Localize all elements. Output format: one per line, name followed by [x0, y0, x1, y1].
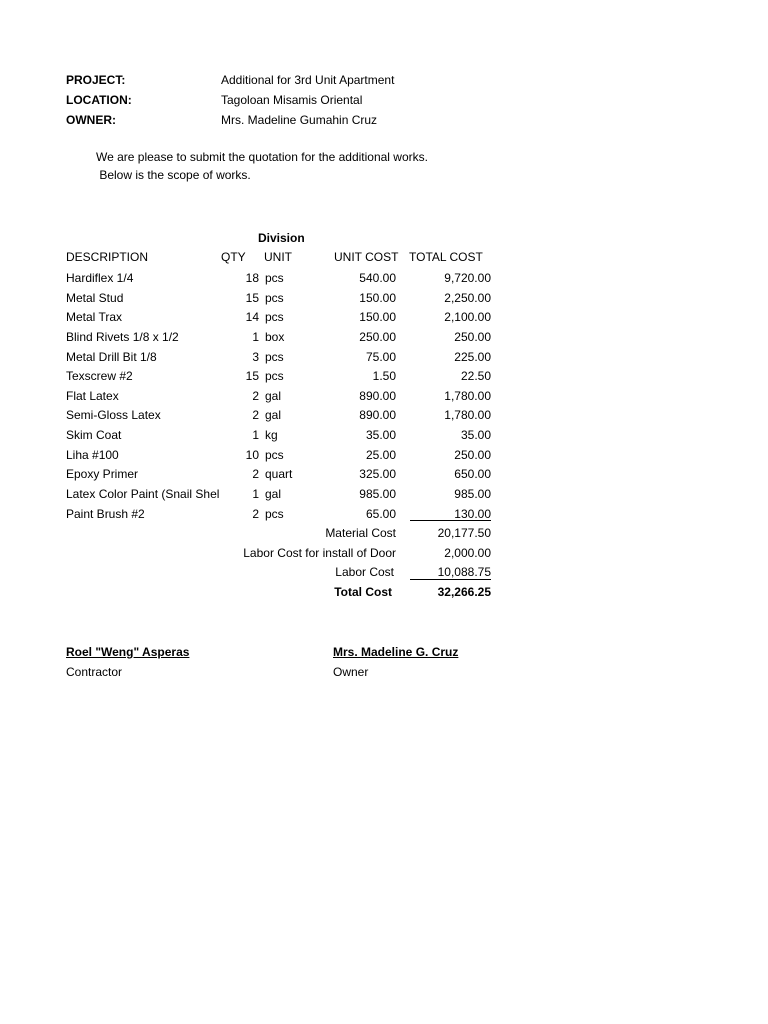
row-unit-cost: 540.00: [359, 271, 396, 285]
row-qty: 3: [252, 350, 259, 364]
row-unit: pcs: [265, 448, 284, 462]
total-cost-label: Total Cost: [334, 585, 392, 599]
row-qty: 18: [245, 271, 259, 285]
row-description: Liha #100: [66, 448, 119, 462]
project-value: Additional for 3rd Unit Apartment: [221, 73, 395, 87]
row-total-cost: 1,780.00: [444, 389, 491, 403]
row-unit: pcs: [265, 291, 284, 305]
row-description: Blind Rivets 1/8 x 1/2: [66, 330, 179, 344]
row-unit-cost: 890.00: [359, 408, 396, 422]
row-unit-cost: 75.00: [365, 350, 396, 364]
row-unit: pcs: [265, 350, 284, 364]
row-total-cost: 130.00: [454, 507, 491, 521]
row-unit: pcs: [265, 271, 284, 285]
division-heading: Division: [258, 231, 305, 245]
row-total-cost: 1,780.00: [444, 408, 491, 422]
intro-line-1: We are please to submit the quotation for the additional works.: [96, 150, 428, 164]
labor-cost-label: Labor Cost: [335, 565, 394, 579]
row-qty: 1: [252, 428, 259, 442]
row-total-cost: 2,250.00: [444, 291, 491, 305]
row-total-cost: 225.00: [454, 350, 491, 364]
row-unit: gal: [265, 487, 282, 501]
row-unit-cost: 325.00: [359, 467, 396, 481]
row-unit: pcs: [265, 369, 284, 383]
row-total-cost: 22.50: [460, 369, 491, 383]
column-header-total-cost: TOTAL COST: [409, 250, 483, 264]
row-qty: 2: [252, 408, 259, 422]
row-total-cost: 2,100.00: [444, 310, 491, 324]
row-description: Skim Coat: [66, 428, 122, 442]
row-unit-cost: 250.00: [359, 330, 396, 344]
labor-underline: [410, 579, 491, 580]
row-description: Metal Drill Bit 1/8: [66, 350, 157, 364]
row-unit: pcs: [265, 507, 284, 521]
material-cost-value: 20,177.50: [437, 526, 491, 540]
owner-label: OWNER:: [66, 113, 116, 127]
row-unit: pcs: [265, 310, 284, 324]
row-qty: 10: [245, 448, 259, 462]
row-unit: gal: [265, 389, 282, 403]
row-unit-cost: 65.00: [365, 507, 396, 521]
row-description: Flat Latex: [66, 389, 119, 403]
contractor-role: Contractor: [66, 665, 123, 679]
labor-cost-value: 10,088.75: [437, 565, 491, 579]
column-header-unit-cost: UNIT COST: [334, 250, 399, 264]
row-qty: 15: [245, 291, 259, 305]
owner-signature-name: Mrs. Madeline G. Cruz: [333, 645, 459, 659]
row-description: Metal Stud: [66, 291, 124, 305]
row-qty: 1: [252, 330, 259, 344]
column-header-unit: UNIT: [264, 250, 292, 264]
row-description: Texscrew #2: [66, 369, 133, 383]
row-qty: 15: [245, 369, 259, 383]
row-total-cost: 250.00: [454, 330, 491, 344]
row-total-cost: 35.00: [460, 428, 491, 442]
row-unit: kg: [265, 428, 278, 442]
owner-value: Mrs. Madeline Gumahin Cruz: [221, 113, 378, 127]
row-description: Hardiflex 1/4: [66, 271, 134, 285]
row-description: Metal Trax: [66, 310, 123, 324]
subtotal-underline: [410, 520, 491, 521]
row-unit-cost: 150.00: [359, 291, 396, 305]
row-qty: 2: [252, 507, 259, 521]
column-header-qty: QTY: [221, 250, 246, 264]
labor-door-value: 2,000.00: [444, 546, 491, 560]
row-description: Semi-Gloss Latex: [66, 408, 161, 422]
row-qty: 2: [252, 389, 259, 403]
total-cost-value: 32,266.25: [437, 585, 491, 599]
row-unit: gal: [265, 408, 282, 422]
row-unit-cost: 890.00: [359, 389, 396, 403]
row-description: Epoxy Primer: [66, 467, 139, 481]
row-description: Latex Color Paint (Snail Shel: [66, 487, 219, 501]
location-label: LOCATION:: [66, 93, 132, 107]
column-header-description: DESCRIPTION: [66, 250, 149, 264]
row-unit-cost: 985.00: [359, 487, 396, 501]
row-description: Paint Brush #2: [66, 507, 145, 521]
project-label: PROJECT:: [66, 73, 126, 87]
row-total-cost: 650.00: [454, 467, 491, 481]
row-total-cost: 985.00: [454, 487, 491, 501]
labor-door-label: Labor Cost for install of Door: [243, 546, 396, 560]
row-unit-cost: 25.00: [365, 448, 396, 462]
row-total-cost: 9,720.00: [444, 271, 491, 285]
row-qty: 1: [252, 487, 259, 501]
contractor-name: Roel "Weng" Asperas: [66, 645, 190, 659]
row-unit-cost: 1.50: [372, 369, 396, 383]
row-unit-cost: 35.00: [365, 428, 396, 442]
row-unit: box: [265, 330, 285, 344]
row-qty: 2: [252, 467, 259, 481]
material-cost-label: Material Cost: [325, 526, 396, 540]
row-unit-cost: 150.00: [359, 310, 396, 324]
location-value: Tagoloan Misamis Oriental: [221, 93, 363, 107]
intro-line-2: Below is the scope of works.: [96, 168, 251, 182]
owner-signature-role: Owner: [333, 665, 369, 679]
row-qty: 14: [245, 310, 259, 324]
row-total-cost: 250.00: [454, 448, 491, 462]
row-unit: quart: [265, 467, 293, 481]
